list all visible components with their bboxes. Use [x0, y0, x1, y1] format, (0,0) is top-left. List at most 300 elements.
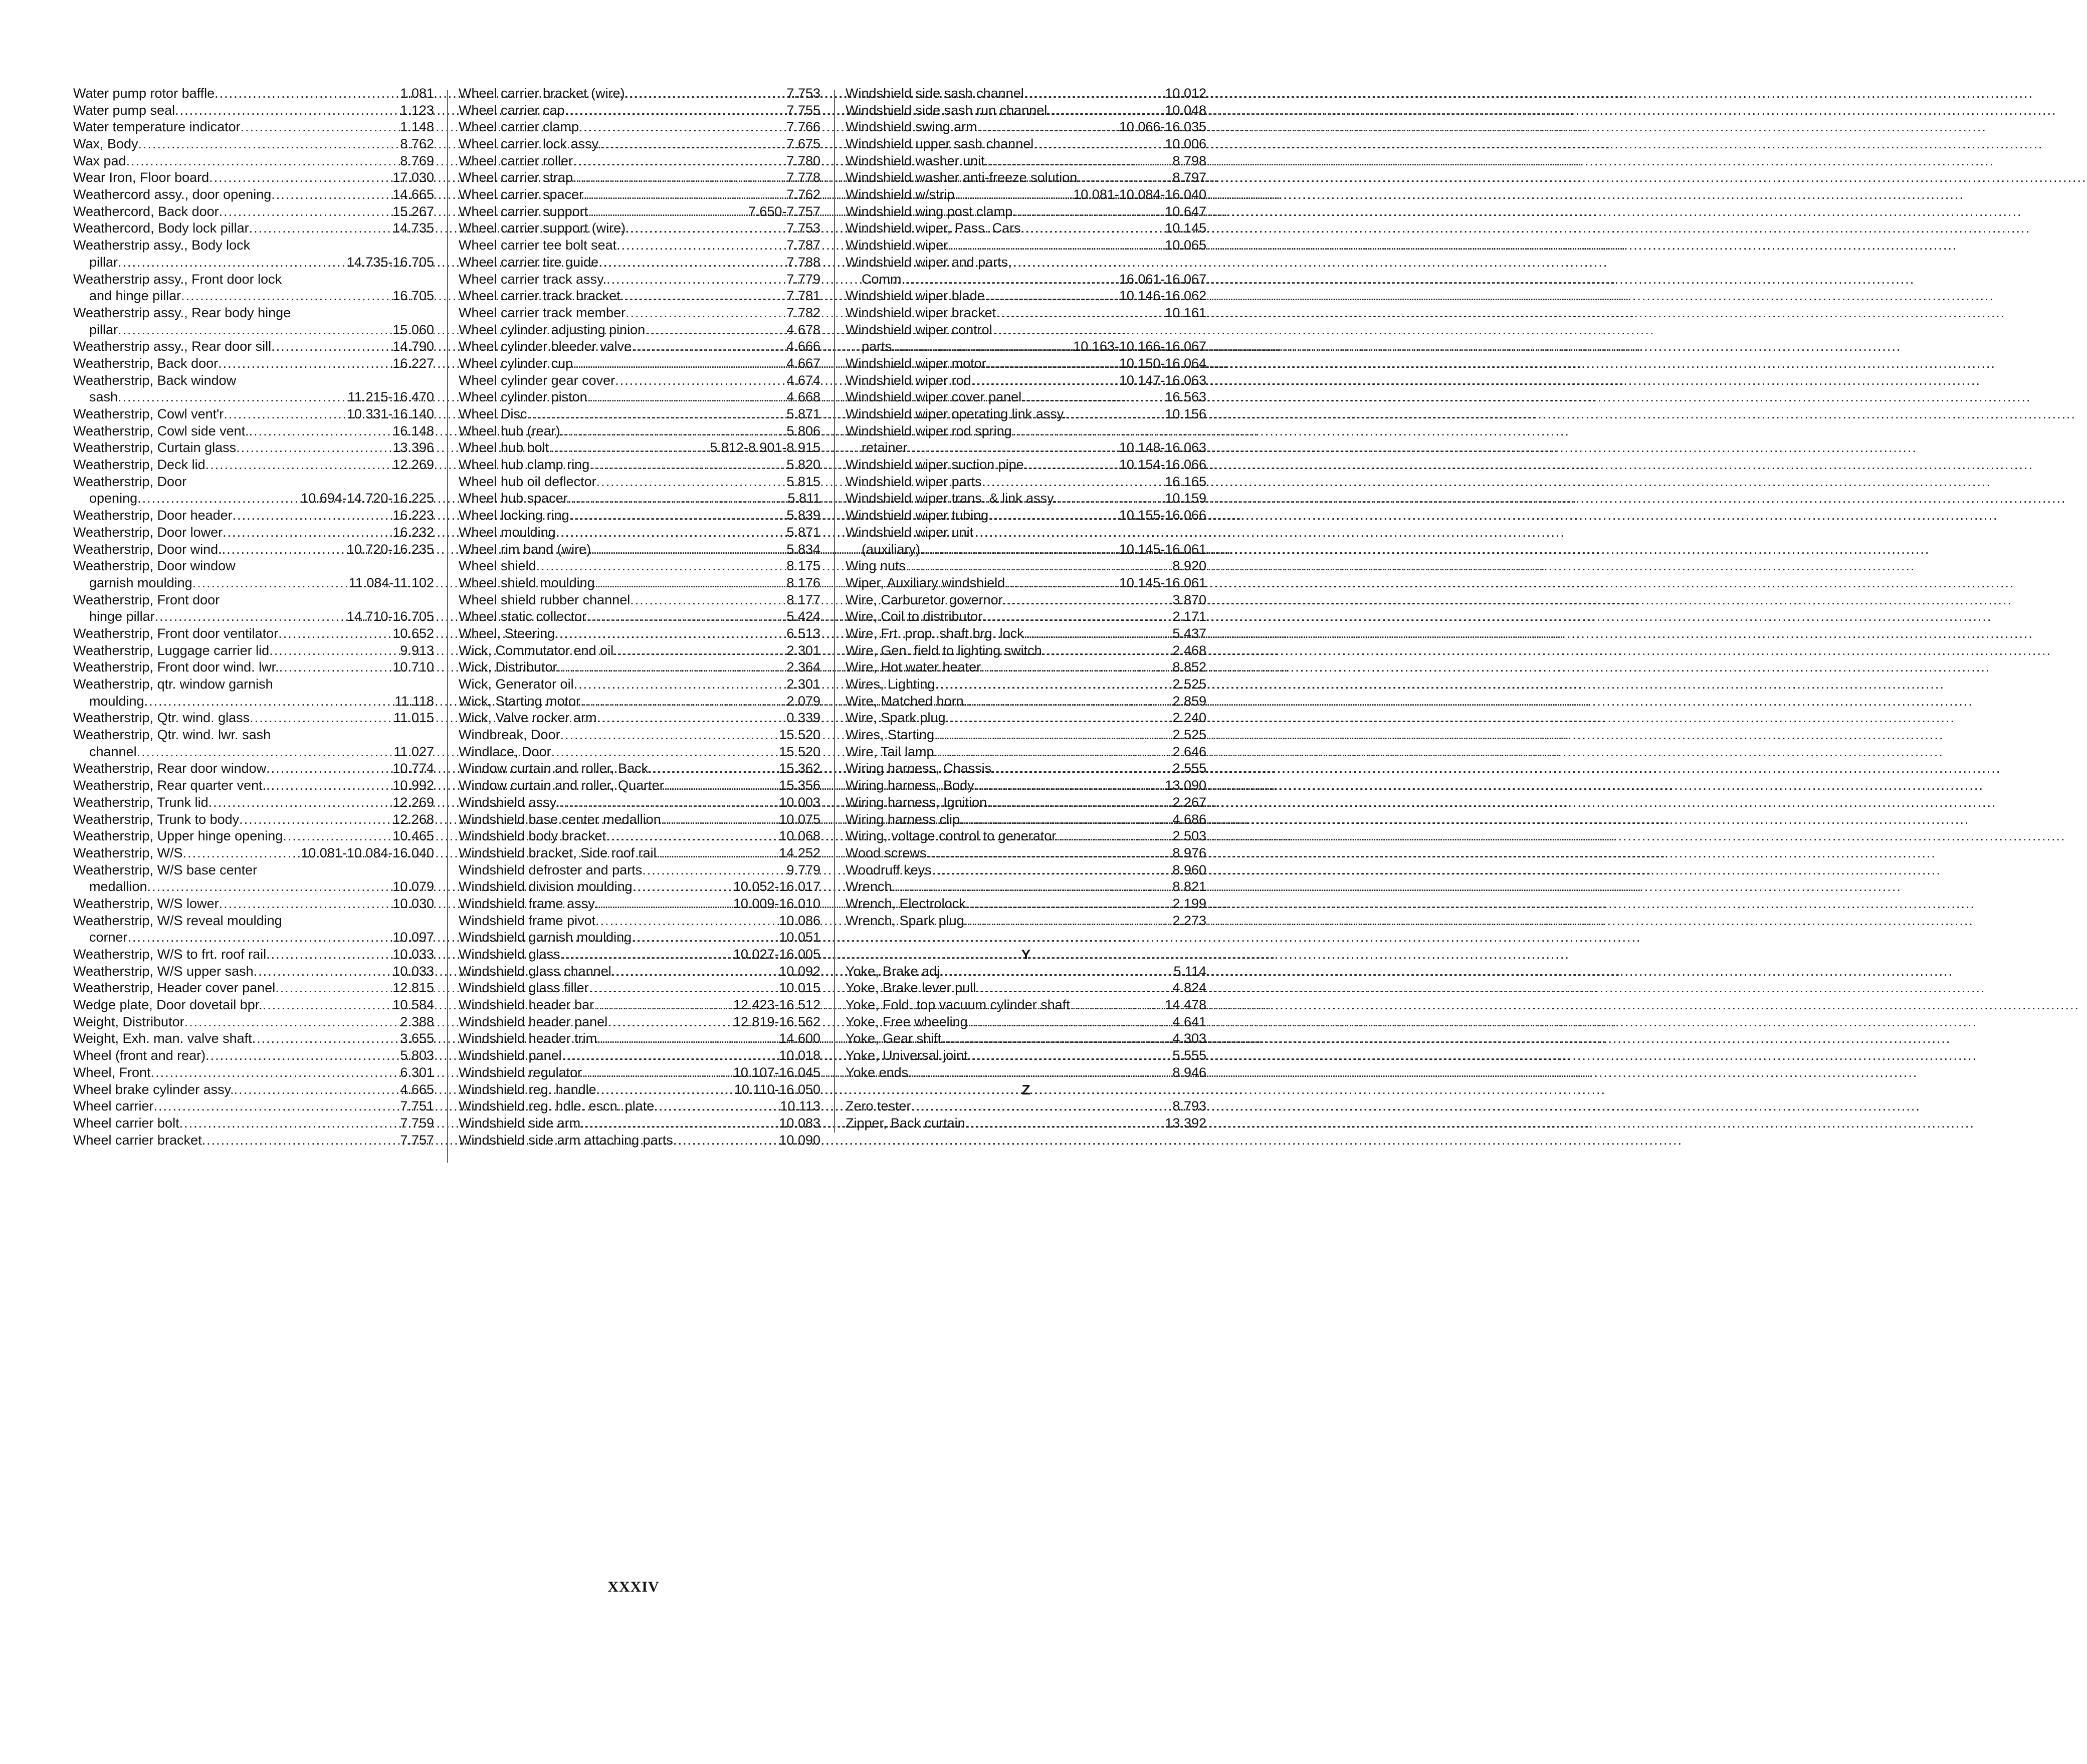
entry-term: Weatherstrip assy., Front door lock — [73, 271, 282, 287]
index-entry — [73, 642, 434, 659]
entry-page-ref: 10.774 — [392, 761, 434, 776]
dot-leader — [1005, 575, 1119, 592]
index-entry — [73, 102, 434, 119]
entry-page-ref: 10.092 — [779, 963, 820, 979]
index-entry — [73, 203, 434, 220]
index-entry — [73, 507, 434, 524]
index-entry — [846, 642, 1206, 659]
dot-leader — [218, 355, 392, 372]
entry-term: Wheel hub clamp ring — [459, 457, 590, 473]
entry-term: Wheel carrier bolt — [73, 1115, 179, 1131]
index-entry — [846, 203, 1206, 220]
dot-leader — [944, 963, 1174, 980]
dot-leader — [648, 760, 779, 777]
entry-term: Windshield wiper motor — [846, 355, 986, 371]
entry-page-ref: 14.710-16.705 — [346, 609, 434, 624]
entry-term: Wheel shield — [459, 558, 536, 574]
entry-term: Wheel brake cylinder assy. — [73, 1081, 234, 1097]
entry-page-ref: 8.798 — [1172, 153, 1206, 168]
entry-page-ref: 8.821 — [1172, 879, 1206, 895]
dot-leader — [920, 541, 1119, 558]
entry-page-ref: 2.199 — [1172, 896, 1206, 911]
entry-term: Water pump rotor baffle — [73, 85, 215, 101]
dot-leader — [126, 153, 400, 170]
dot-leader — [271, 186, 392, 203]
entry-page-ref: 10.079 — [392, 879, 434, 895]
index-entry — [459, 1014, 820, 1031]
dot-leader — [908, 439, 1119, 457]
index-entry — [459, 491, 820, 508]
dot-leader — [266, 946, 392, 963]
entry-term: Wire, Tail lamp — [846, 744, 934, 759]
dot-leader — [588, 203, 748, 220]
entry-page-ref: 0.339 — [786, 710, 820, 726]
entry-page-ref: 15.362 — [779, 761, 820, 776]
index-entry — [459, 220, 820, 238]
dot-leader — [948, 237, 1165, 254]
entry-term: Wiper, Auxiliary windshield — [846, 575, 1005, 590]
dot-leader — [222, 541, 347, 558]
entry-term: Windlace, Door — [459, 744, 551, 759]
entry-term: Wedge plate, Door dovetail bpr. — [73, 997, 263, 1013]
dot-leader — [620, 288, 787, 305]
index-entry — [73, 575, 434, 592]
entry-page-ref: 7.650-7.757 — [748, 203, 820, 219]
entry-term: Weight, Distributor — [73, 1014, 184, 1029]
entry-page-ref: 16.223 — [392, 508, 434, 523]
dot-leader — [224, 406, 347, 423]
entry-term: corner — [89, 930, 128, 945]
index-entry — [846, 507, 1206, 524]
entry-page-ref: 10.145-16.061 — [1119, 541, 1206, 557]
dot-leader — [527, 406, 787, 423]
dot-leader — [266, 777, 392, 794]
index-column-2 — [459, 85, 820, 1149]
dot-leader — [118, 322, 392, 339]
dot-leader — [1024, 625, 1173, 642]
index-entry — [846, 474, 1206, 491]
dot-leader — [263, 997, 393, 1014]
dot-leader — [597, 710, 787, 727]
dot-leader — [941, 1030, 1172, 1047]
dot-leader — [591, 541, 786, 558]
index-entry — [73, 254, 434, 271]
entry-term: Windshield swing arm — [846, 119, 977, 135]
entry-page-ref: 10.107-16.045 — [733, 1064, 820, 1080]
entry-term: Weatherstrip, Cowl vent'r — [73, 406, 224, 422]
index-entry — [846, 1064, 1206, 1081]
entry-term: Yoke, Brake lever pull — [846, 980, 976, 996]
entry-term: Wheel rim band (wire) — [459, 541, 591, 557]
entry-term: Wear Iron, Floor board — [73, 170, 210, 185]
dot-leader — [574, 676, 787, 693]
index-entry — [73, 322, 434, 339]
dot-leader — [595, 913, 779, 930]
entry-page-ref: 16.227 — [392, 355, 434, 371]
dot-leader — [932, 862, 1173, 879]
dot-leader — [249, 220, 393, 237]
entry-term: Weatherstrip, Rear door window — [73, 761, 267, 776]
dot-leader — [598, 254, 786, 271]
index-entry — [73, 710, 434, 727]
entry-page-ref: 5.812-8.901-8.915 — [710, 440, 820, 456]
entry-page-ref: 2.859 — [1172, 693, 1206, 709]
index-entry — [73, 439, 434, 457]
entry-term: Windshield wiper control — [846, 322, 992, 337]
entry-page-ref: 10.720-16.235 — [346, 541, 434, 557]
index-entry — [459, 676, 820, 693]
entry-page-ref: 10.710 — [392, 659, 434, 675]
index-entry — [459, 338, 820, 355]
dot-leader — [560, 946, 733, 963]
dot-leader — [183, 845, 301, 862]
entry-page-ref: 2.503 — [1172, 828, 1206, 844]
index-entry — [459, 913, 820, 930]
entry-page-ref: 7.779 — [786, 271, 820, 287]
index-entry — [846, 794, 1206, 811]
dot-leader — [559, 794, 779, 811]
index-entry — [459, 727, 820, 744]
entry-page-ref: 2.525 — [1172, 727, 1206, 743]
entry-page-ref: 10.006 — [1165, 136, 1206, 152]
entry-term: Wheel static collector — [459, 609, 587, 624]
entry-page-ref: 14.478 — [1165, 997, 1206, 1013]
entry-term: Woodruff keys — [846, 862, 932, 877]
index-entry — [459, 845, 820, 862]
dot-leader — [971, 372, 1119, 389]
entry-term: Windshield wiper suction pipe — [846, 457, 1024, 473]
index-entry — [73, 946, 434, 963]
dot-leader — [1024, 85, 1165, 102]
entry-term: Yoke, Gear shift — [846, 1031, 942, 1046]
index-entry — [846, 169, 1206, 186]
index-entry — [73, 1014, 434, 1031]
entry-page-ref: 5.114 — [1173, 963, 1206, 979]
dot-leader — [118, 389, 348, 406]
dot-leader — [1021, 220, 1165, 237]
dot-leader — [269, 642, 400, 659]
entry-page-ref: 10.465 — [392, 828, 434, 844]
entry-page-ref: 7.751 — [400, 1098, 434, 1114]
entry-term: Windshield side arm attaching parts — [459, 1132, 673, 1148]
dot-leader — [137, 744, 394, 761]
entry-term: Wick, Valve rocker arm — [459, 710, 597, 726]
entry-term: Weatherstrip, Qtr. wind. lwr. sash — [73, 727, 271, 743]
entry-page-ref: 5.437 — [1172, 625, 1206, 641]
dot-leader — [616, 237, 786, 254]
entry-term: Windshield wiper rod spring — [846, 423, 1012, 438]
index-entry — [459, 169, 820, 186]
dot-leader — [615, 372, 786, 389]
index-entry — [73, 305, 434, 322]
index-entry — [73, 558, 434, 575]
index-entry — [459, 1064, 820, 1081]
index-entry — [73, 761, 434, 778]
index-entry — [846, 575, 1206, 592]
index-entry — [73, 727, 434, 744]
entry-page-ref: 4.641 — [1172, 1014, 1206, 1029]
entry-term: Wheel carrier track assy. — [459, 271, 607, 287]
entry-term: Windshield wing post clamp — [846, 203, 1013, 219]
entry-term: Yoke, Brake adj. — [846, 963, 944, 979]
entry-term: Yoke ends — [846, 1064, 909, 1080]
entry-page-ref: 8.176 — [786, 575, 820, 590]
entry-page-ref: 10.081-10.084-16.040 — [1073, 187, 1206, 202]
entry-page-ref: 3.870 — [1172, 592, 1206, 607]
entry-term: Windshield division moulding — [459, 879, 633, 895]
index-entry — [846, 811, 1206, 828]
index-entry — [73, 1031, 434, 1048]
entry-page-ref: 9.913 — [400, 642, 434, 658]
entry-term: medallion — [89, 879, 147, 895]
index-entry — [459, 136, 820, 153]
entry-term: Wheel hub oil deflector — [459, 474, 596, 489]
dot-leader — [239, 811, 392, 828]
entry-term: Weatherstrip, Front door — [73, 592, 220, 607]
index-entry — [459, 406, 820, 423]
dot-leader — [955, 186, 1074, 203]
entry-page-ref: 16.232 — [392, 524, 434, 540]
entry-page-ref: 7.787 — [786, 238, 820, 253]
index-entry — [846, 119, 1206, 136]
dot-leader — [283, 828, 392, 845]
index-entry — [73, 592, 434, 609]
index-entry — [846, 1031, 1206, 1048]
entry-term: Windshield wiper cover panel — [846, 389, 1022, 405]
entry-term: Windshield washer unit — [846, 153, 985, 168]
index-entry — [846, 524, 1206, 541]
index-entry — [73, 271, 434, 288]
entry-page-ref: 5.803 — [400, 1048, 434, 1063]
entry-page-ref: 2.079 — [786, 693, 820, 709]
entry-page-ref: 7.757 — [400, 1132, 434, 1148]
index-entry — [846, 608, 1206, 625]
index-entry — [73, 929, 434, 946]
entry-page-ref: 10.146-16.062 — [1119, 288, 1206, 304]
index-entry — [73, 913, 434, 930]
entry-page-ref: 8.852 — [1172, 659, 1206, 675]
entry-term: sash — [89, 389, 118, 405]
dot-leader — [987, 794, 1172, 811]
dot-leader — [988, 507, 1119, 524]
dot-leader — [1070, 997, 1165, 1014]
entry-page-ref: 12.269 — [392, 457, 434, 473]
dot-leader — [236, 439, 392, 457]
index-entry — [73, 811, 434, 828]
index-entry — [459, 288, 820, 305]
index-entry — [846, 693, 1206, 710]
entry-term: Windshield body bracket — [459, 828, 606, 844]
dot-leader — [654, 1098, 780, 1115]
dot-leader — [249, 423, 393, 440]
entry-term: Zipper, Back curtain — [846, 1115, 965, 1131]
entry-page-ref: 10.584 — [392, 997, 434, 1013]
entry-term: Weatherstrip, Curtain glass — [73, 440, 237, 456]
entry-page-ref: 8.946 — [1172, 1064, 1206, 1080]
dot-leader — [613, 642, 786, 659]
index-entry — [73, 980, 434, 997]
entry-term: Wick, Distributor — [459, 659, 557, 675]
entry-page-ref: 7.753 — [786, 220, 820, 236]
index-entry — [459, 862, 820, 879]
entry-page-ref: 10.150-16.064 — [1119, 355, 1206, 371]
index-column-1 — [73, 85, 434, 1149]
entry-page-ref: 8.769 — [400, 153, 434, 168]
index-entry — [459, 507, 820, 524]
entry-term: Wiring harness, Ignition — [846, 794, 987, 810]
index-entry — [459, 524, 820, 541]
entry-term: Wheel carrier support (wire) — [459, 220, 626, 236]
index-entry — [73, 423, 434, 440]
entry-page-ref: 12.815 — [392, 980, 434, 996]
index-entry — [846, 896, 1206, 913]
entry-term: Weatherstrip, Door header — [73, 508, 233, 523]
index-entry — [459, 558, 820, 575]
dot-leader — [633, 878, 733, 896]
entry-term: Windshield assy. — [459, 794, 559, 810]
entry-page-ref: 1.081 — [400, 85, 434, 101]
entry-term: opening — [89, 491, 138, 506]
entry-page-ref: 4.686 — [1172, 811, 1206, 827]
index-entry — [846, 676, 1206, 693]
entry-term: hinge pillar — [89, 609, 155, 624]
entry-page-ref: 5.815 — [786, 474, 820, 489]
index-entry — [459, 1098, 820, 1115]
index-entry — [846, 777, 1206, 794]
entry-page-ref: 10.003 — [779, 794, 820, 810]
dot-leader — [579, 119, 786, 136]
dot-leader — [1012, 203, 1165, 220]
dot-leader — [946, 710, 1173, 727]
entry-term: Wheel locking ring — [459, 508, 569, 523]
index-entry — [846, 153, 1206, 170]
entry-term: Wheel (front and rear) — [73, 1048, 206, 1063]
dot-leader — [985, 288, 1119, 305]
index-entry — [73, 794, 434, 811]
entry-page-ref: 11.084-11.102 — [348, 575, 434, 590]
dot-leader — [562, 1047, 779, 1064]
entry-term: Weatherstrip, W/S — [73, 845, 183, 860]
dot-leader — [664, 777, 779, 794]
index-entry — [73, 119, 434, 136]
dot-leader — [549, 439, 710, 457]
dot-leader — [964, 693, 1173, 710]
dot-leader — [601, 136, 787, 153]
dot-leader — [250, 710, 393, 727]
dot-leader — [573, 153, 786, 170]
index-column-3 — [846, 85, 1206, 1132]
dot-leader — [573, 169, 786, 186]
index-entry — [459, 878, 820, 896]
index-entry — [846, 136, 1206, 153]
entry-term: Wheel, Front — [73, 1064, 151, 1080]
dot-leader — [934, 744, 1173, 761]
index-entry — [73, 338, 434, 355]
entry-term: Wheel cylinder piston — [459, 389, 587, 405]
entry-page-ref: 8.920 — [1172, 558, 1206, 574]
dot-leader — [587, 389, 787, 406]
entry-term: Wheel cylinder adjusting pinion — [459, 322, 646, 337]
entry-term: Weatherstrip, Deck lid — [73, 457, 205, 473]
dot-leader — [219, 896, 393, 913]
index-entry — [459, 1047, 820, 1064]
entry-term: Wheel carrier tee bolt seat — [459, 238, 617, 253]
index-entry — [846, 389, 1206, 406]
index-entry — [459, 254, 820, 271]
dot-leader — [155, 608, 347, 625]
dot-leader — [589, 980, 779, 997]
entry-term: Wheel shield rubber channel — [459, 592, 631, 607]
entry-term: Windshield wiper unit — [846, 524, 974, 540]
index-entry — [73, 220, 434, 238]
entry-page-ref: 7.766 — [786, 119, 820, 135]
index-entry — [73, 1115, 434, 1132]
entry-page-ref: 2.468 — [1172, 642, 1206, 658]
dot-leader — [154, 1098, 400, 1115]
entry-page-ref: 8.976 — [1172, 845, 1206, 860]
dot-leader — [560, 727, 779, 744]
index-entry — [459, 271, 820, 288]
dot-leader — [991, 760, 1172, 777]
dot-leader — [977, 119, 1119, 136]
entry-term: Zero tester — [846, 1098, 911, 1114]
entry-page-ref: 10.161 — [1165, 305, 1206, 320]
entry-term: Wiring harness, Chassis — [846, 761, 992, 776]
entry-page-ref: 11.015 — [393, 710, 434, 726]
entry-term: Wheel carrier cap — [459, 102, 565, 118]
entry-page-ref: 14.735-16.705 — [346, 254, 434, 270]
index-entry — [459, 186, 820, 203]
dot-leader — [892, 338, 1073, 355]
entry-page-ref: 10.331-16.140 — [346, 406, 434, 422]
entry-page-ref: 2.267 — [1172, 794, 1206, 810]
entry-term: Comm. — [862, 271, 905, 287]
index-entry — [459, 102, 820, 119]
index-entry — [459, 659, 820, 676]
entry-term: Wheel hub bolt — [459, 440, 549, 456]
index-entry — [846, 102, 1206, 119]
entry-page-ref: 7.788 — [786, 254, 820, 270]
entry-term: Windshield frame pivot — [459, 913, 596, 928]
dot-leader — [569, 507, 787, 524]
index-entry — [459, 389, 820, 406]
entry-page-ref: 10.090 — [779, 1132, 820, 1148]
entry-term: Windshield wiper trans. & link assy. — [846, 491, 1057, 506]
entry-term: retainer — [862, 440, 908, 456]
entry-page-ref: 2.646 — [1172, 744, 1206, 759]
entry-page-ref: 10.159 — [1165, 491, 1206, 506]
dot-leader — [568, 490, 788, 507]
index-entry — [459, 322, 820, 339]
index-entry — [459, 1081, 820, 1098]
entry-term: Windshield frame assy. — [459, 896, 598, 911]
index-entry — [846, 322, 1206, 339]
entry-page-ref: 16.061-16.067 — [1119, 271, 1206, 287]
dot-leader — [254, 963, 393, 980]
dot-leader — [1047, 102, 1165, 119]
index-entry — [459, 794, 820, 811]
entry-page-ref: 8.177 — [786, 592, 820, 607]
index-entry — [73, 541, 434, 558]
entry-page-ref: 10.145 — [1165, 220, 1206, 236]
index-entry — [73, 186, 434, 203]
dot-leader — [892, 878, 1173, 896]
index-entry — [846, 913, 1206, 930]
entry-term: Wheel cylinder bleeder valve — [459, 339, 632, 354]
index-entry — [459, 1031, 820, 1048]
index-entry — [846, 744, 1206, 761]
entry-page-ref: 17.030 — [392, 170, 434, 185]
